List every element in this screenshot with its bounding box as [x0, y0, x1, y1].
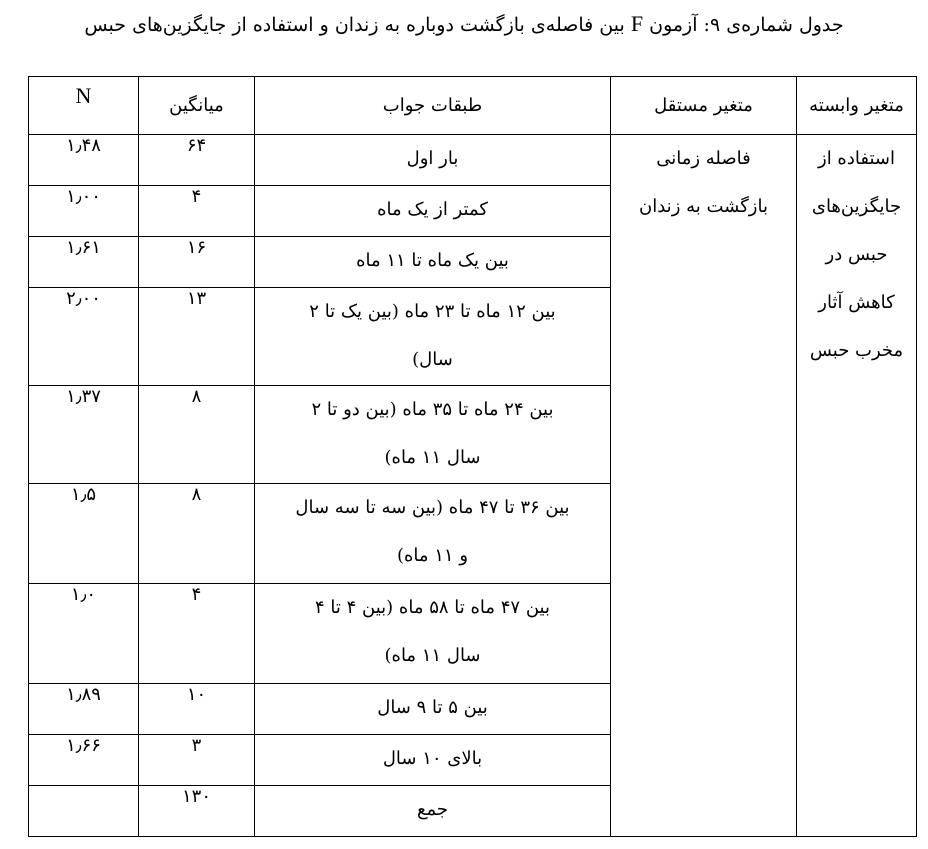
category-line: بین ۵ تا ۹ سال	[377, 697, 488, 718]
cell-category	[255, 135, 611, 186]
cell-dependent-variable	[797, 135, 917, 837]
dependent-variable-line: حبس در	[825, 244, 888, 265]
category-line: سال)	[412, 349, 453, 370]
cell-category	[255, 584, 611, 684]
cell-independent-variable	[611, 135, 797, 837]
cell-n: ۱٫۳۷	[29, 386, 139, 484]
category-line: بین ۲۴ ماه تا ۳۵ ماه (بین دو تا ۲	[311, 399, 554, 420]
cell-category	[255, 186, 611, 237]
dependent-variable-line: مخرب حبس	[809, 340, 904, 361]
dependent-variable-line: استفاده از	[818, 148, 895, 169]
category-line: سال ۱۱ ماه)	[384, 447, 481, 468]
cell-mean: ۱۳	[139, 288, 255, 386]
cell-category	[255, 386, 611, 484]
dependent-variable-line: جایگزین‌های	[811, 196, 902, 217]
category-line: سال ۱۱ ماه)	[384, 645, 481, 666]
header-mean: میانگین	[139, 77, 255, 135]
cell-n: ۱٫۴۸	[29, 135, 139, 186]
independent-variable-line: فاصله زمانی	[656, 148, 751, 169]
category-line: بین ۴۷ ماه تا ۵۸ ماه (بین ۴ تا ۴	[315, 597, 550, 618]
cell-n: ۱٫۵	[29, 484, 139, 584]
cell-mean: ۸	[139, 386, 255, 484]
category-line: کمتر از یک ماه	[377, 199, 488, 220]
cell-n: ۲٫۰۰	[29, 288, 139, 386]
category-line: بار اول	[406, 148, 459, 169]
cell-mean: ۱۰	[139, 684, 255, 735]
cell-n: ۱٫۰۰	[29, 186, 139, 237]
header-categories: طبقات جواب	[255, 77, 611, 135]
table-row	[29, 135, 917, 186]
category-line: بین یک ماه تا ۱۱ ماه	[356, 250, 509, 271]
header-dependent-variable: متغیر وابسته	[797, 77, 917, 135]
cell-mean: ۳	[139, 735, 255, 786]
cell-mean: ۴	[139, 584, 255, 684]
total-n	[29, 786, 139, 837]
cell-n: ۱٫۸۹	[29, 684, 139, 735]
cell-n: ۱٫۶۶	[29, 735, 139, 786]
cell-mean: ۱۶	[139, 237, 255, 288]
total-mean: ۱۳۰	[139, 786, 255, 837]
total-label: جمع	[255, 786, 611, 837]
cell-category	[255, 735, 611, 786]
independent-variable-line: بازگشت به زندان	[639, 196, 768, 217]
header-row	[29, 77, 917, 135]
caption-text-start: جدول شماره‌ی ۹: آزمون	[649, 14, 844, 36]
caption-latin-letter: F	[630, 11, 644, 36]
cell-n: ۱٫۶۱	[29, 237, 139, 288]
header-n: N	[29, 77, 139, 135]
cell-category	[255, 684, 611, 735]
cell-mean: ۶۴	[139, 135, 255, 186]
cell-category	[255, 484, 611, 584]
category-line: بین ۳۶ تا ۴۷ ماه (بین سه تا سه سال	[295, 497, 570, 518]
dependent-variable-line: کاهش آثار	[818, 292, 895, 313]
category-line: و ۱۱ ماه)	[396, 545, 469, 566]
cell-category	[255, 237, 611, 288]
cell-n: ۱٫۰	[29, 584, 139, 684]
cell-category	[255, 288, 611, 386]
cell-mean: ۸	[139, 484, 255, 584]
table-caption	[0, 6, 928, 43]
category-line: بین ۱۲ ماه تا ۲۳ ماه (بین یک تا ۲	[309, 301, 556, 322]
f-test-table	[28, 76, 917, 837]
header-independent-variable: متغیر مستقل	[611, 77, 797, 135]
cell-mean: ۴	[139, 186, 255, 237]
category-line: بالای ۱۰ سال	[382, 748, 483, 769]
caption-text-end: بین فاصله‌ی بازگشت دوباره به زندان و استفاده از جایگزین‌های حبس	[84, 14, 625, 36]
